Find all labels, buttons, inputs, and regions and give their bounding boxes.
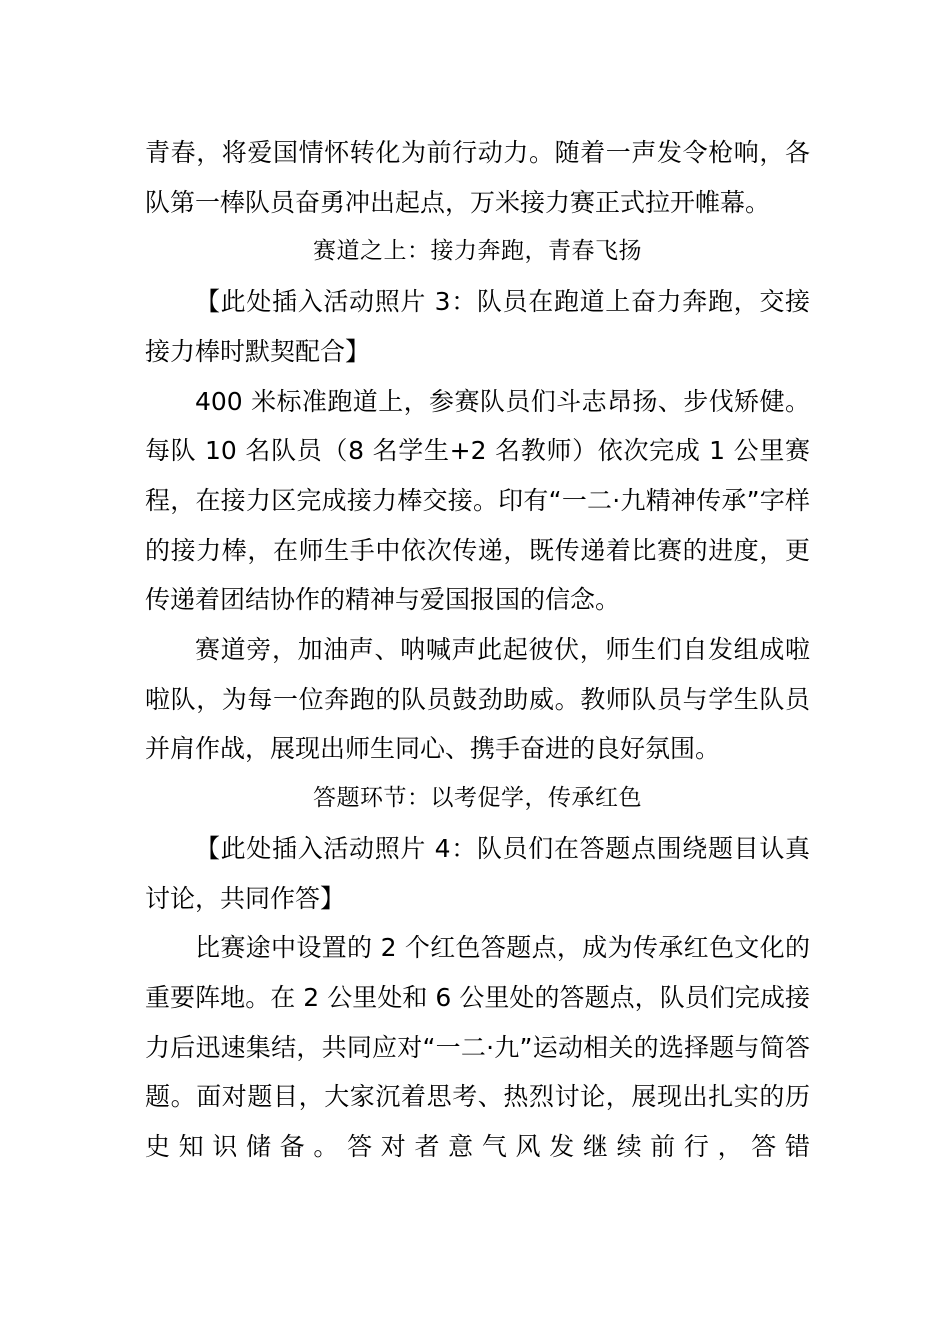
- photo-placeholder-4: 【此处插入活动照片 4：队员们在答题点围绕题目认真讨论，共同作答】: [145, 833, 810, 913]
- paragraph-quiz-points: 比赛途中设置的 2 个红色答题点，成为传承红色文化的重要阵地。在 2 公里处和 6 公里处的答题点，队员们完成接力后迅速集结，共同应对“一二·九”运动相关的选择题与简答题。面对题目，大家沉着思考、热烈讨论，展现出扎实的历史知识储备。答对者意气风发继续前行，答错: [145, 933, 810, 1162]
- photo-placeholder-3: 【此处插入活动照片 3：队员在跑道上奋力奔跑，交接接力棒时默契配合】: [145, 287, 810, 366]
- paragraph-race-start: 青春，将爱国情怀转化为前行动力。随着一声发令枪响，各队第一棒队员奋勇冲出起点，万米接力赛正式拉开帷幕。: [145, 138, 810, 217]
- paragraph-cheering: 赛道旁，加油声、呐喊声此起彼伏，师生们自发组成啦啦队，为每一位奔跑的队员鼓劲助威。教师队员与学生队员并肩作战，展现出师生同心、携手奋进的良好氛围。: [145, 635, 810, 764]
- document-body: [145, 128, 810, 1172]
- section-heading-track: 赛道之上：接力奔跑，青春飞扬: [313, 238, 642, 265]
- section-heading-quiz: 答题环节：以考促学，传承红色: [313, 785, 642, 812]
- paragraph-relay-track: 400 米标准跑道上，参赛队员们斗志昂扬、步伐矫健。每队 10 名队员（8 名学生+2 名教师）依次完成 1 公里赛程，在接力区完成接力棒交接。印有“一二·九精神传承”字样的接力棒，在师生手中依次传递，既传递着比赛的进度，更传递着团结协作的精神与爱国报国的信念。: [145, 386, 810, 615]
